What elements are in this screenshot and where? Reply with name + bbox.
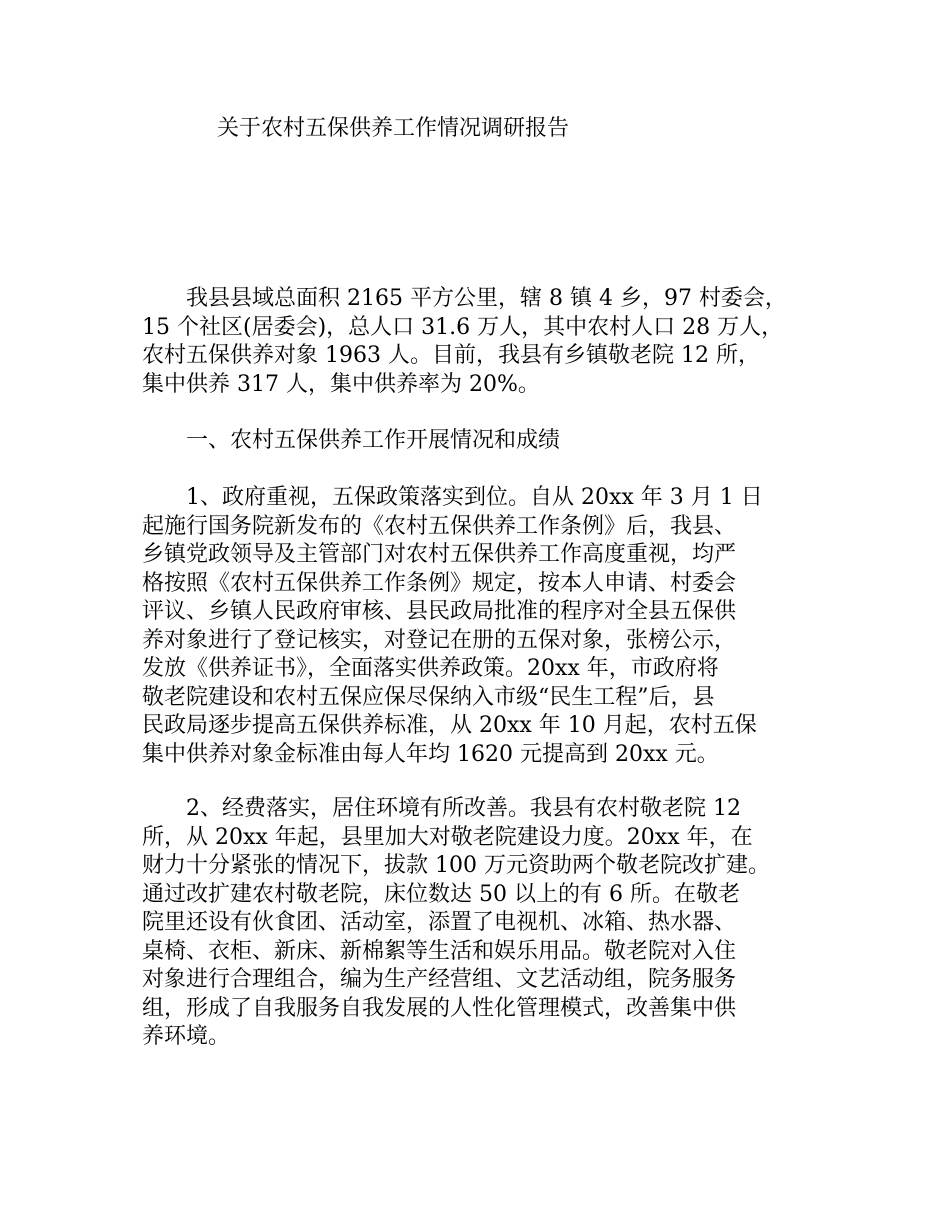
paragraph-line: 乡镇党政领导及主管部门对农村五保供养工作高度重视，均严 <box>142 542 737 567</box>
paragraph-line: 农村五保供养对象 1963 人。目前，我县有乡镇敬老院 12 所， <box>142 343 760 368</box>
paragraph-line: 我县县域总面积 2165 平方公里，辖 8 镇 4 乡，97 村委会， <box>142 286 787 311</box>
paragraph-line: 2、经费落实，居住环境有所改善。我县有农村敬老院 12 <box>142 796 741 821</box>
paragraph-line: 15 个社区(居委会)，总人口 31.6 万人，其中农村人口 28 万人， <box>142 314 784 340</box>
paragraph-line: 组，形成了自我服务自我发展的人性化管理模式，改善集中供 <box>142 995 737 1021</box>
paragraph-line: 对象进行合理组合，编为生产经营组、文艺活动组，院务服务 <box>142 967 737 992</box>
point-2-paragraph <box>142 795 822 1052</box>
paragraph-line: 1、政府重视，五保政策落实到位。自从 20xx 年 3 月 1 日 <box>142 485 763 510</box>
paragraph-line: 桌椅、衣柜、新床、新棉絮等生活和娱乐用品。敬老院对入住 <box>142 938 737 964</box>
section-heading <box>142 427 822 456</box>
paragraph-line: 财力十分紧张的情况下，拔款 100 万元资助两个敬老院改扩建。 <box>142 853 770 878</box>
paragraph-line: 敬老院建设和农村五保应保尽保纳入市级“民生工程”后，县 <box>142 684 715 710</box>
paragraph-line: 集中供养 317 人，集中供养率为 20%。 <box>142 371 540 397</box>
paragraph-line: 起施行国务院新发布的《农村五保供养工作条例》后，我县、 <box>142 513 737 539</box>
paragraph-line: 所，从 20xx 年起，县里加大对敬老院建设力度。20xx 年，在 <box>142 824 753 850</box>
paragraph-line: 通过改扩建农村敬老院，床位数达 50 以上的有 6 所。在敬老 <box>142 881 740 907</box>
paragraph-line: 评议、乡镇人民政府审核、县民政局批准的程序对全县五保供 <box>142 599 737 624</box>
section-heading-text: 一、农村五保供养工作开展情况和成绩 <box>142 428 561 453</box>
paragraph-line: 格按照《农村五保供养工作条例》规定，按本人申请、村委会 <box>142 570 737 596</box>
paragraph-line: 养环境。 <box>142 1024 231 1049</box>
paragraph-line: 民政局逐步提高五保供养标准，从 20xx 年 10 月起，农村五保 <box>142 713 757 738</box>
document-title: 关于农村五保供养工作情况调研报告 <box>217 116 570 141</box>
paragraph-line: 养对象进行了登记核实，对登记在册的五保对象，张榜公示， <box>142 627 737 653</box>
point-1-paragraph <box>142 484 822 769</box>
intro-paragraph <box>142 285 822 399</box>
paragraph-line: 集中供养对象金标准由每人年均 1620 元提高到 20xx 元。 <box>142 741 719 767</box>
paragraph-line: 院里还设有伙食团、活动室，添置了电视机、冰箱、热水器、 <box>142 910 737 935</box>
paragraph-line: 发放《供养证书》，全面落实供养政策。20xx 年，市政府将 <box>142 656 719 681</box>
